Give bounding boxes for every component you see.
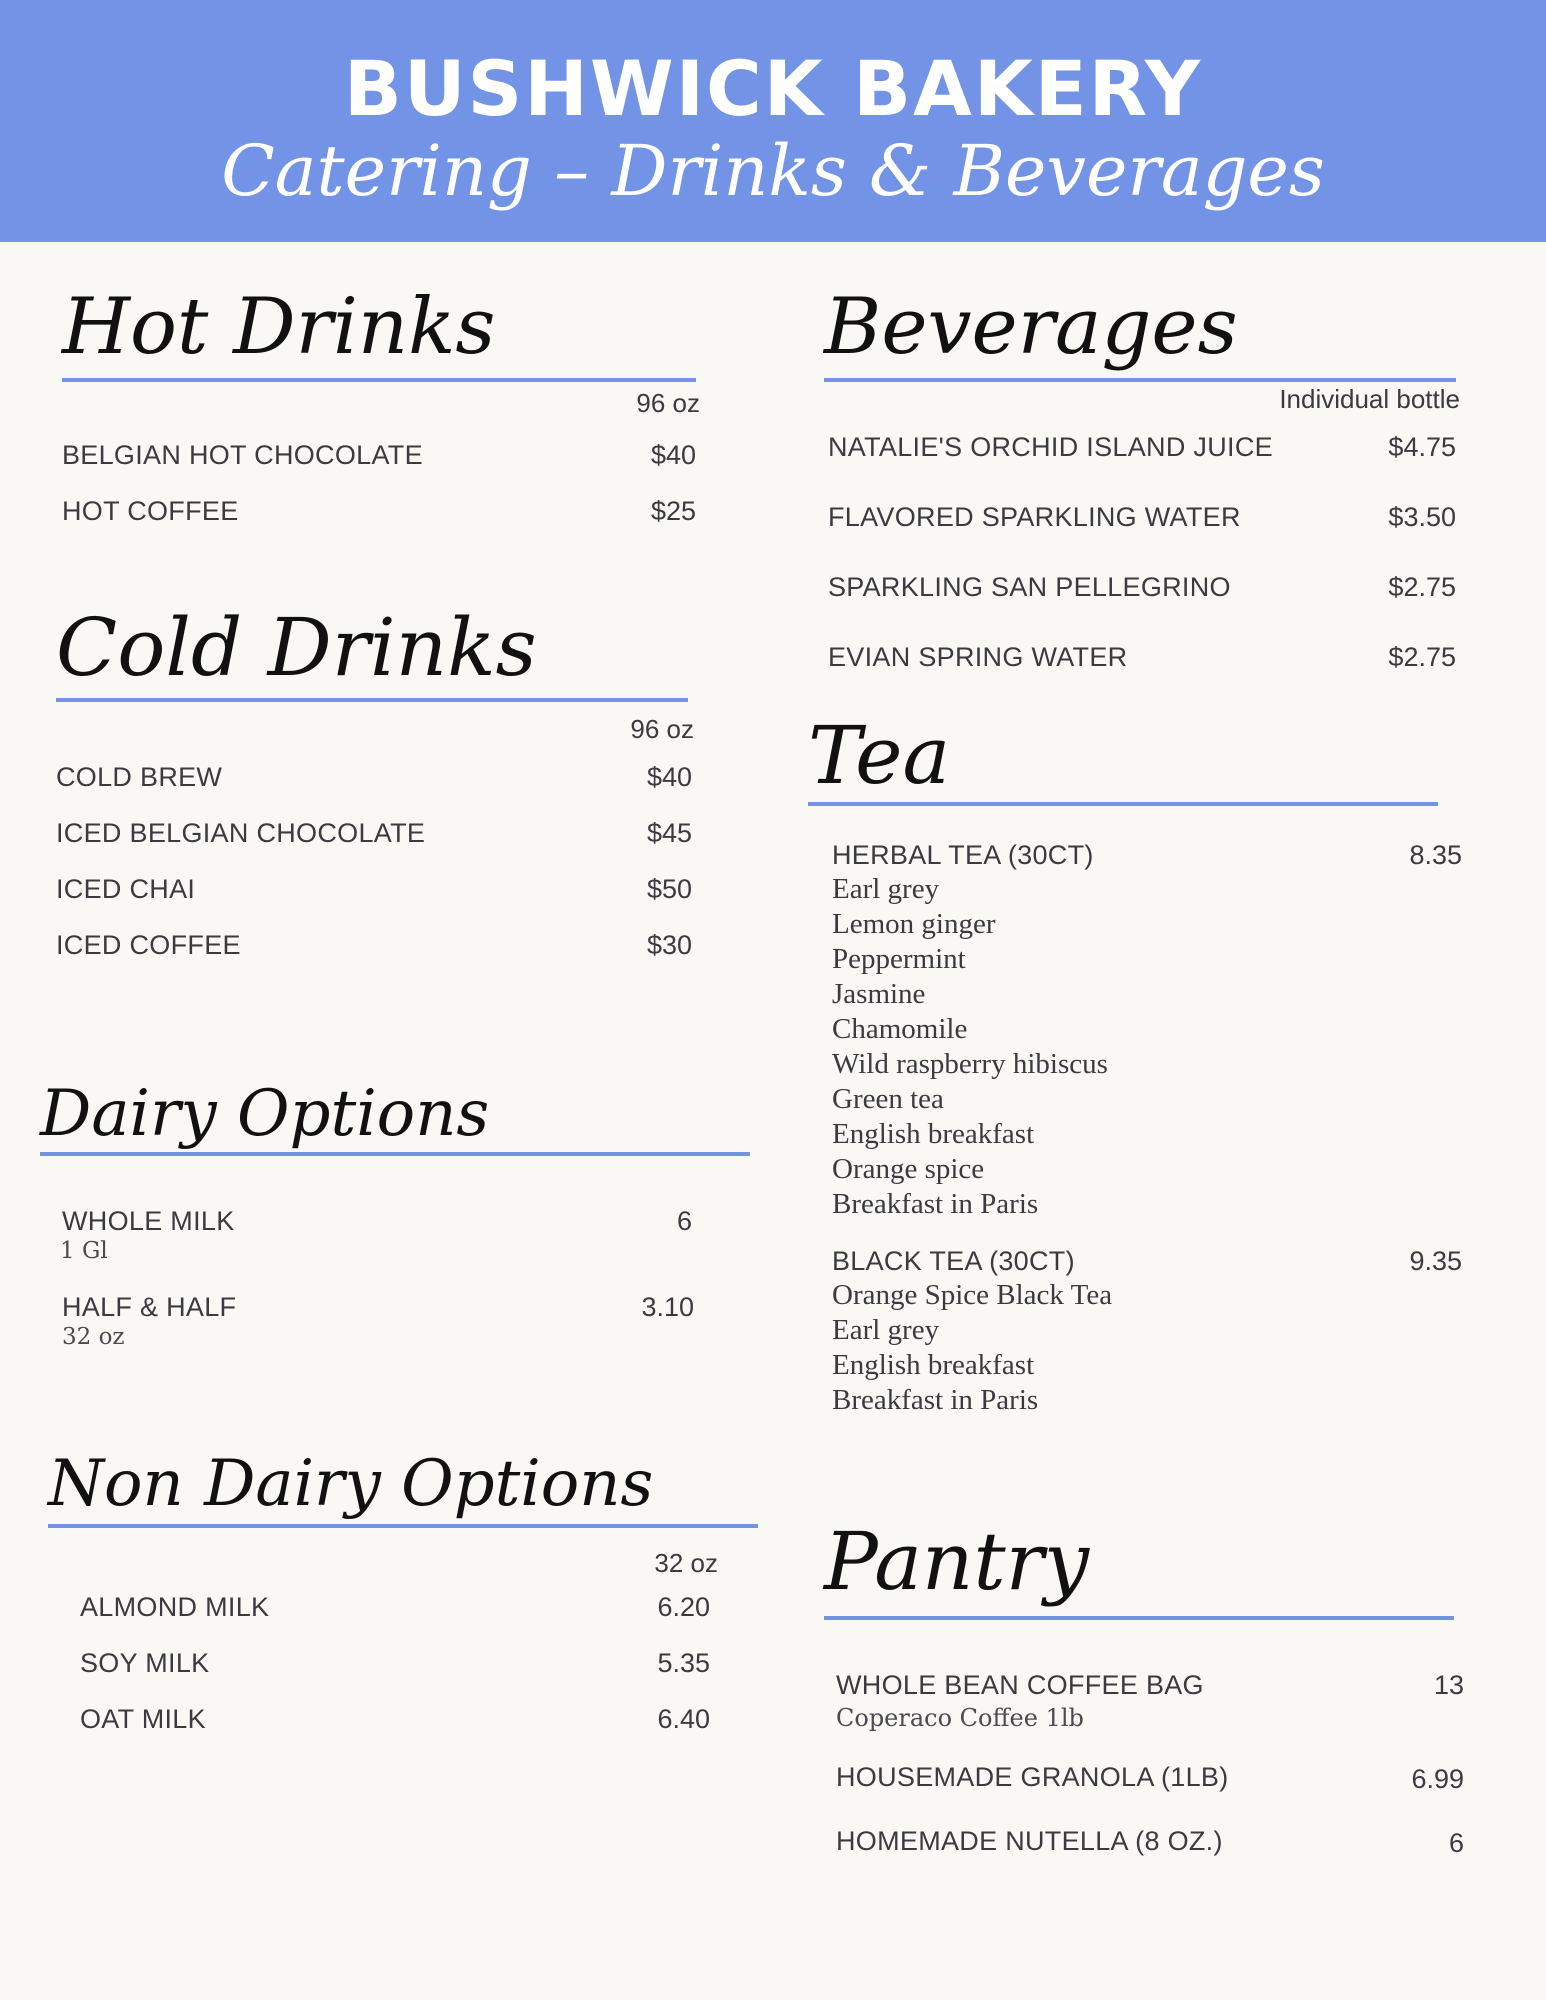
menu-item-name: NATALIE'S ORCHID ISLAND JUICE bbox=[828, 432, 1273, 462]
hot-drinks-section bbox=[62, 280, 698, 540]
menu-item-name: WHOLE MILK bbox=[62, 1206, 235, 1236]
tea-section bbox=[808, 706, 1466, 1426]
beverages-section bbox=[824, 280, 1460, 680]
section-title: Pantry bbox=[824, 1515, 1090, 1608]
tea-flavor: English breakfast bbox=[832, 1118, 1035, 1150]
menu-item-price: 6.40 bbox=[657, 1704, 710, 1734]
menu-item-price: $40 bbox=[646, 762, 692, 792]
pantry-section bbox=[824, 1510, 1464, 1870]
section-title: Hot Drinks bbox=[62, 282, 496, 372]
section-divider bbox=[808, 802, 1438, 806]
menu-item-price: 6 bbox=[1448, 1828, 1464, 1858]
dairy-options-section bbox=[40, 1070, 750, 1370]
tea-flavor: Earl grey bbox=[832, 1314, 940, 1346]
menu-item-name: HOT COFFEE bbox=[62, 496, 239, 526]
menu-item-price: $45 bbox=[646, 818, 692, 848]
menu-item-price: 6.20 bbox=[657, 1592, 710, 1622]
header-banner bbox=[0, 0, 1546, 242]
section-title: Dairy Options bbox=[40, 1077, 490, 1151]
menu-item-price: $3.50 bbox=[1388, 502, 1456, 532]
menu-item-name: ICED CHAI bbox=[56, 874, 196, 904]
menu-item-price: $4.75 bbox=[1388, 432, 1456, 462]
menu-item-size: 1 Gl bbox=[60, 1238, 108, 1264]
section-title: Non Dairy Options bbox=[48, 1447, 654, 1521]
menu-item-price: $25 bbox=[650, 496, 696, 526]
tea-flavor: Green tea bbox=[832, 1083, 944, 1115]
tea-flavor: Earl grey bbox=[832, 873, 940, 905]
section-divider bbox=[824, 1616, 1454, 1620]
menu-item-price: $2.75 bbox=[1388, 642, 1456, 672]
cold-drinks-section bbox=[56, 600, 692, 970]
menu-item-name: COLD BREW bbox=[56, 762, 223, 792]
section-title: Tea bbox=[808, 709, 951, 802]
tea-flavor: Breakfast in Paris bbox=[832, 1188, 1039, 1220]
menu-item-name: FLAVORED SPARKLING WATER bbox=[828, 502, 1241, 532]
herbal-tea-price: 8.35 bbox=[1409, 840, 1462, 870]
menu-item-size: 32 oz bbox=[62, 1324, 125, 1350]
tea-flavor: Chamomile bbox=[832, 1013, 968, 1045]
tea-flavor: Peppermint bbox=[832, 943, 966, 975]
menu-item-name: HALF & HALF bbox=[62, 1292, 237, 1322]
section-divider bbox=[62, 378, 696, 382]
bakery-name: BUSHWICK BAKERY bbox=[343, 44, 1203, 133]
tea-flavor: Orange Spice Black Tea bbox=[832, 1279, 1113, 1311]
menu-item-price: $30 bbox=[646, 930, 692, 960]
menu-item-name: OAT MILK bbox=[80, 1704, 206, 1734]
menu-subtitle: Catering – Drinks & Beverages bbox=[221, 130, 1325, 212]
section-divider bbox=[48, 1524, 758, 1528]
menu-item-name: SPARKLING SAN PELLEGRINO bbox=[828, 572, 1231, 602]
section-title: Beverages bbox=[824, 282, 1238, 372]
menu-item-name: EVIAN SPRING WATER bbox=[828, 642, 1128, 672]
section-title: Cold Drinks bbox=[56, 601, 537, 694]
menu-item-price: $40 bbox=[650, 440, 696, 470]
section-divider bbox=[56, 698, 688, 702]
menu-item-name: ICED COFFEE bbox=[56, 930, 241, 960]
tea-flavor: English breakfast bbox=[832, 1349, 1035, 1381]
menu-item-price: $50 bbox=[646, 874, 692, 904]
black-tea-price: 9.35 bbox=[1409, 1246, 1462, 1276]
black-tea-name: BLACK TEA (30CT) bbox=[832, 1246, 1075, 1276]
column-header: 32 oz bbox=[654, 1548, 718, 1578]
menu-item-price: 6 bbox=[676, 1206, 692, 1236]
tea-flavor: Jasmine bbox=[832, 978, 926, 1010]
menu-item-price: 3.10 bbox=[641, 1292, 694, 1322]
menu-item-name: HOMEMADE NUTELLA (8 OZ.) bbox=[836, 1826, 1223, 1856]
tea-flavor: Breakfast in Paris bbox=[832, 1384, 1039, 1416]
menu-item-name: HOUSEMADE GRANOLA (1LB) bbox=[836, 1762, 1229, 1792]
menu-item-price: 13 bbox=[1433, 1670, 1464, 1700]
menu-item-name: SOY MILK bbox=[80, 1648, 210, 1678]
tea-flavor: Wild raspberry hibiscus bbox=[832, 1048, 1108, 1080]
menu-item-description: Coperaco Coffee 1lb bbox=[836, 1704, 1084, 1732]
herbal-tea-name: HERBAL TEA (30CT) bbox=[832, 840, 1094, 870]
column-header: 96 oz bbox=[630, 714, 694, 744]
section-divider bbox=[40, 1152, 750, 1156]
tea-flavor: Lemon ginger bbox=[832, 908, 996, 940]
menu-item-price: 6.99 bbox=[1411, 1764, 1464, 1794]
non-dairy-options-section bbox=[48, 1440, 758, 1740]
tea-flavor: Orange spice bbox=[832, 1153, 985, 1185]
menu-item-name: ICED BELGIAN CHOCOLATE bbox=[56, 818, 426, 848]
menu-item-name: WHOLE BEAN COFFEE BAG bbox=[836, 1670, 1204, 1700]
section-divider bbox=[824, 378, 1456, 382]
menu-item-price: 5.35 bbox=[657, 1648, 710, 1678]
menu-item-name: ALMOND MILK bbox=[80, 1592, 270, 1622]
column-header: 96 oz bbox=[636, 388, 700, 418]
menu-item-price: $2.75 bbox=[1388, 572, 1456, 602]
column-header: Individual bottle bbox=[1279, 384, 1460, 414]
menu-item-name: BELGIAN HOT CHOCOLATE bbox=[62, 440, 423, 470]
